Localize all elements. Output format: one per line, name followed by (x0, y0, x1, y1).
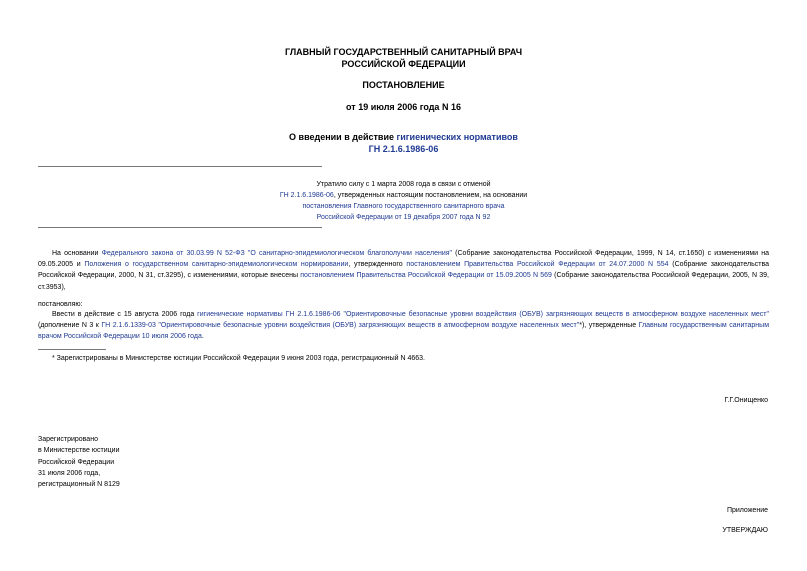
lost-force-line-1: Утратило силу с 1 марта 2008 года в связи с отменой (316, 181, 491, 188)
enact-text-4: . (201, 333, 204, 341)
basis-text-1: На основании (52, 250, 102, 257)
paragraph-resolve: постановляю: (38, 301, 83, 308)
document-date-number: от 19 июля 2006 года N 16 (346, 102, 461, 112)
link-federal-law[interactable]: Федерального закона от 30.03.99 N 52-ФЗ "О санитарно-эпидемиологическом благополучии населения" (101, 250, 453, 257)
link-government-resolution-554[interactable]: постановлением Правительства Российской Федерации от 24.07.2000 N 554 (406, 261, 669, 269)
footnote-divider (38, 349, 106, 350)
document-type: ПОСТАНОВЛЕНИЕ (362, 80, 445, 90)
registration-line-5: регистрационный N 8129 (38, 481, 120, 489)
link-regulation[interactable]: Положения о государственном санитарно-эпидемиологическом нормировании (84, 261, 349, 269)
link-chief-sanitary-doctor[interactable]: Главным государственным санитарным врачом Российской Федерации 10 июля 2006 года (38, 322, 770, 341)
appendix-label: Приложение (726, 507, 768, 514)
registration-line-1: Зарегистрировано (38, 436, 98, 443)
issuer-line-2: РОССИЙСКОЙ ФЕДЕРАЦИИ (341, 59, 466, 69)
registration-block (38, 434, 120, 490)
basis-text-2: (Собрание законодательства Российской Федерации, 1999, N 14, ст.1650) с изменениями на 09.05.2005 и (38, 250, 769, 269)
paragraph-enact (38, 309, 769, 343)
subject-link-norms[interactable]: гигиенических нормативов (396, 132, 518, 142)
document-subject (0, 131, 807, 155)
lost-force-note (0, 179, 807, 223)
basis-text-3: , утвержденного (348, 261, 407, 269)
footnote: * Зарегистрированы в Министерстве юстиции Российской Федерации 9 июня 2003 года, регистрационный N 4663. (52, 355, 426, 362)
enact-text-1: Ввести в действие с 15 августа 2006 года (52, 311, 198, 318)
link-government-resolution-569[interactable]: постановлением Правительства Российской Федерации от 15.09.2005 N 569 (300, 272, 552, 280)
lost-force-link-resolution[interactable]: постановления Главного государственного санитарного врача (302, 203, 505, 210)
basis-text-5: (Собрание законодательства Российской Федерации, 2005, N 39, ст.3953), (38, 272, 769, 291)
issuer-line-1: ГЛАВНЫЙ ГОСУДАРСТВЕННЫЙ САНИТАРНЫЙ ВРАЧ (284, 47, 523, 57)
approve-label: УТВЕРЖДАЮ (722, 527, 768, 534)
subject-link-gn[interactable]: ГН 2.1.6.1986-06 (368, 144, 439, 154)
signature: Г.Г.Онищенко (724, 397, 768, 404)
document-header-issuer (0, 46, 807, 70)
link-hygienic-norms[interactable]: гигиенические нормативы ГН 2.1.6.1986-06 "Ориентировочные безопасные уровни воздействия (ОБУВ) загрязняющих веществ в атмосферном воздухе населенных мест" (197, 311, 769, 318)
lost-force-line-2-text: , утвержденных настоящим постановлением, на основании (333, 192, 528, 199)
divider-top (38, 166, 322, 167)
lost-force-link-resolution-date[interactable]: Российской Федерации от 19 декабря 2007 года N 92 (316, 214, 491, 221)
subject-prefix: О введении в действие (289, 132, 397, 142)
enact-text-2: (дополнение N 3 к (38, 322, 102, 330)
lost-force-link-gn[interactable]: ГН 2.1.6.1986-06 (279, 192, 334, 199)
divider-bottom (38, 227, 322, 228)
paragraph-basis (38, 248, 769, 293)
registration-line-4: 31 июля 2006 года, (38, 469, 101, 477)
link-gn-1339[interactable]: ГН 2.1.6.1339-03 "Ориентировочные безопасные уровни воздействия (ОБУВ) загрязняющих веществ в атмосферном воздухе населенных мест" (101, 322, 580, 330)
registration-line-3: Российской Федерации (38, 458, 115, 466)
enact-text-3: *), утвержденные (579, 322, 639, 330)
registration-line-2: в Министерстве юстиции (38, 447, 120, 455)
basis-text-4: (Собрание законодательства Российской Федерации, 2000, N 31, ст.3295), с изменениями, которые внесены (38, 261, 770, 280)
